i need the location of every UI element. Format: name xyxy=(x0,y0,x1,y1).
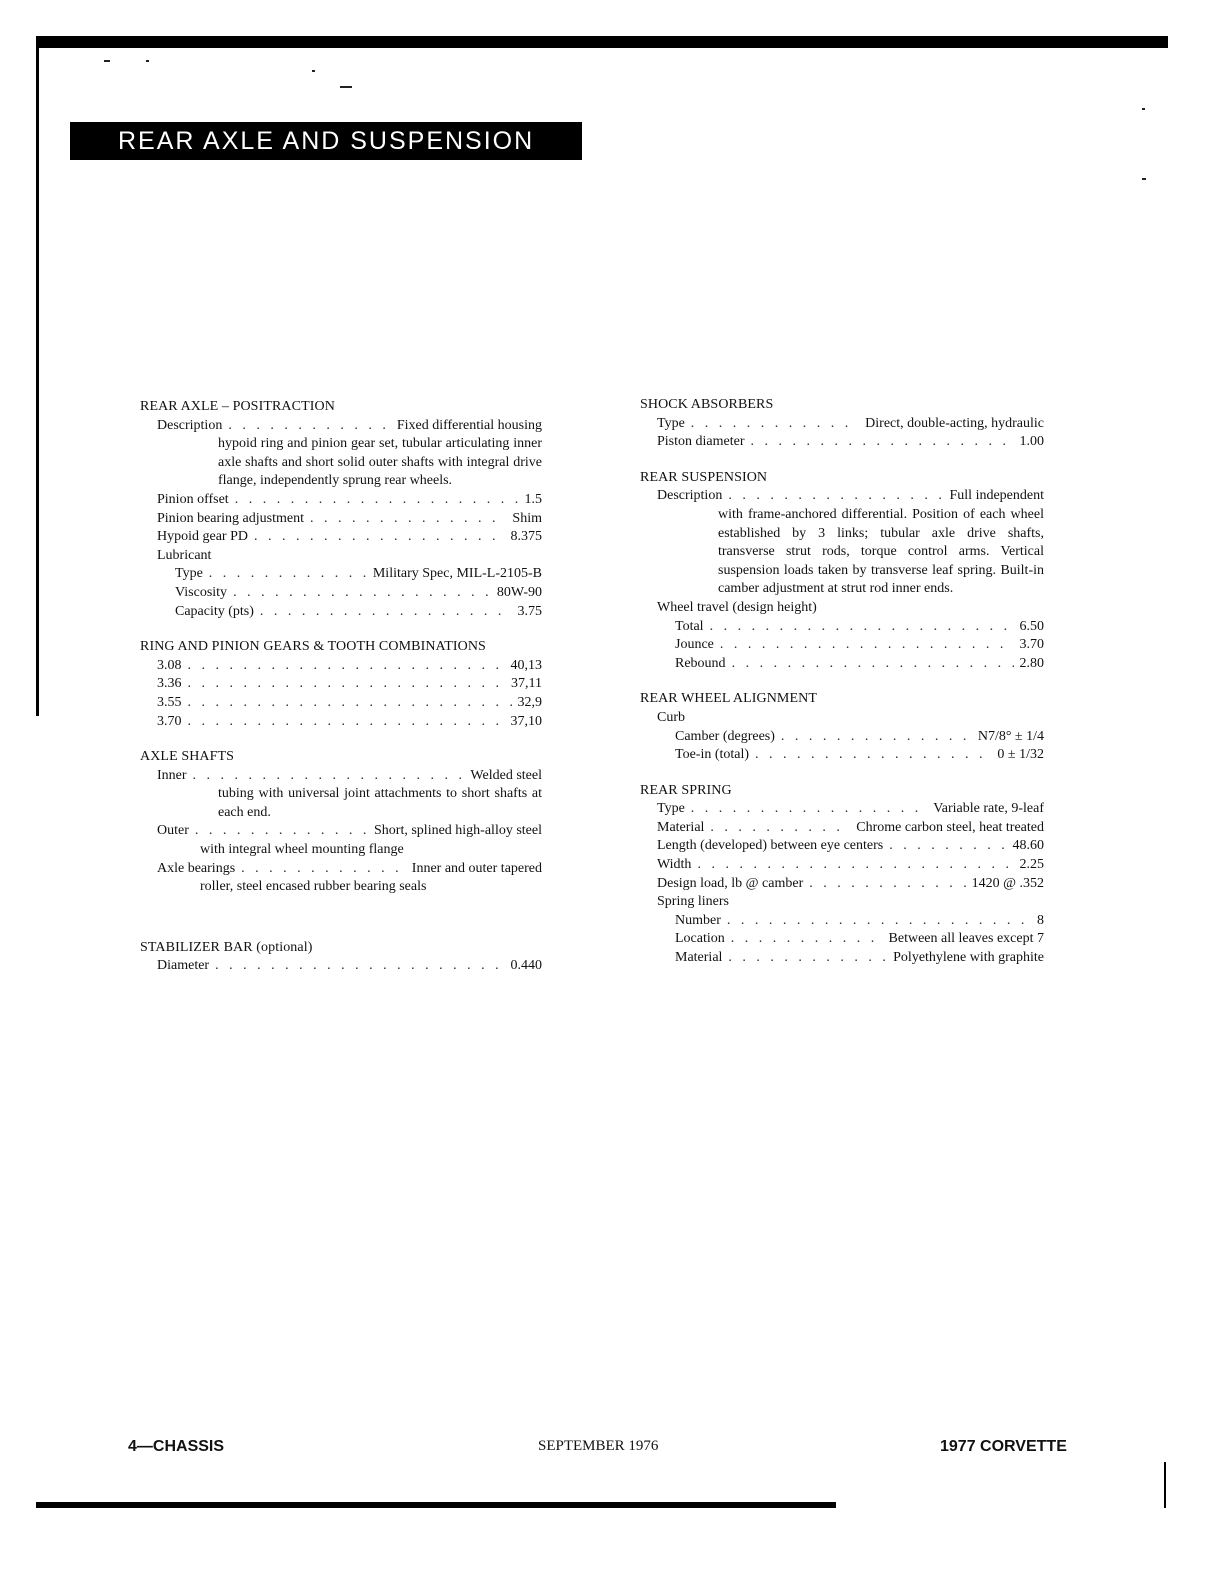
spec-value: 0 ± 1/32 xyxy=(997,747,1044,763)
spec-row xyxy=(640,487,1044,506)
leader-dots xyxy=(751,433,1014,452)
spec-label: Pinion offset xyxy=(157,491,229,507)
spec-value: 2.25 xyxy=(1019,857,1044,873)
spec-label: Capacity (pts) xyxy=(175,603,254,619)
spec-continuation: roller, steel encased rubber bearing seals xyxy=(200,879,427,895)
section-title: STABILIZER BAR (optional) xyxy=(140,939,313,955)
subsection-label: Spring liners xyxy=(657,894,729,910)
spec-label: 3.36 xyxy=(157,676,182,692)
section-title: REAR SPRING xyxy=(640,782,732,798)
spec-row xyxy=(640,636,1044,655)
spec-value: 3.70 xyxy=(1019,637,1044,653)
leader-dots xyxy=(188,713,505,732)
spec-row xyxy=(640,837,1044,856)
spec-row xyxy=(140,657,542,676)
spec-row xyxy=(640,433,1044,452)
spec-value: 1.5 xyxy=(524,491,542,507)
leader-dots xyxy=(728,949,887,968)
spec-row xyxy=(640,856,1044,875)
section-axle-shafts xyxy=(140,748,542,897)
spec-value: 80W-90 xyxy=(496,584,542,600)
leader-dots xyxy=(731,930,883,949)
spec-label: Rebound xyxy=(675,655,726,671)
spec-value: 8 xyxy=(1037,912,1044,928)
spec-row xyxy=(140,822,542,841)
section-title: RING AND PINION GEARS & TOOTH COMBINATIONS xyxy=(140,639,486,655)
spec-row xyxy=(140,510,542,529)
spec-label: Description xyxy=(657,488,723,504)
spec-continuation: tubing with universal joint attachments to short shafts at each end. xyxy=(218,786,542,820)
spec-value: 3.75 xyxy=(517,603,542,619)
spec-continuation: hypoid ring and pinion gear set, tubular articulating inner axle shafts and short solid outer shafts with integral drive flange, independently sprung rear wheels. xyxy=(218,436,542,489)
spec-value: 48.60 xyxy=(1012,838,1044,854)
spec-value: 32,9 xyxy=(517,694,542,710)
section-stabilizer xyxy=(140,939,542,976)
spec-label: Location xyxy=(675,931,725,947)
spec-label: Total xyxy=(675,618,704,634)
leader-dots xyxy=(209,565,367,584)
section-title: REAR SUSPENSION xyxy=(640,469,768,485)
spec-label: Type xyxy=(657,801,685,817)
leader-dots xyxy=(720,636,1014,655)
spec-label: Viscosity xyxy=(175,584,228,600)
spec-value: Shim xyxy=(512,510,542,526)
leader-dots xyxy=(697,856,1013,875)
spec-label: Camber (degrees) xyxy=(675,728,775,744)
spec-row xyxy=(640,875,1044,894)
spec-continuation: with frame-anchored differential. Position of each wheel established by 3 links; tubular axle drive shafts, transverse strut rods, torque control arms. Vertical suspension loads taken by transverse leaf spring. Built-in camber adjustment at strut rod inner ends. xyxy=(718,506,1044,597)
spec-row xyxy=(140,603,542,622)
leader-dots xyxy=(260,603,512,622)
leader-dots xyxy=(732,655,1014,674)
leader-dots xyxy=(215,957,504,976)
left-column xyxy=(140,398,542,993)
spec-value: 40,13 xyxy=(510,657,542,673)
spec-row xyxy=(640,912,1044,931)
footer-section-label: 4—CHASSIS xyxy=(128,1438,225,1455)
section-title: REAR WHEEL ALIGNMENT xyxy=(640,691,817,707)
spec-label: Number xyxy=(675,912,721,928)
spec-row xyxy=(640,746,1044,765)
subsection-label: Curb xyxy=(657,709,685,725)
spec-continuation: with integral wheel mounting flange xyxy=(200,842,404,858)
leader-dots xyxy=(188,675,506,694)
section-rear-spring xyxy=(640,782,1044,968)
spec-label: Inner xyxy=(157,767,187,783)
section-title: AXLE SHAFTS xyxy=(140,749,235,765)
bottom-border-rule xyxy=(36,1502,836,1508)
spec-label: Width xyxy=(657,857,692,873)
leader-dots xyxy=(889,837,1006,856)
section-shock-absorbers xyxy=(640,396,1044,452)
spec-value: Polyethylene with graphite xyxy=(893,950,1044,966)
spec-label: Material xyxy=(675,950,723,966)
spec-label: Outer xyxy=(157,823,189,839)
left-border-rule xyxy=(36,36,39,716)
spec-row xyxy=(640,930,1044,949)
spec-value: Military Spec, MIL-L-2105-B xyxy=(372,566,542,582)
subsection-label: Lubricant xyxy=(157,547,212,563)
spec-row xyxy=(640,728,1044,747)
spec-value: N7/8° ± 1/4 xyxy=(977,728,1044,744)
leader-dots xyxy=(235,491,519,510)
spec-label: Length (developed) between eye centers xyxy=(657,838,884,854)
footer-date: SEPTEMBER 1976 xyxy=(538,1438,659,1454)
leader-dots xyxy=(809,875,965,894)
subsection-label: Wheel travel (design height) xyxy=(657,599,817,615)
spec-row xyxy=(140,860,542,879)
spec-value: Variable rate, 9-leaf xyxy=(933,801,1044,817)
section-rear-suspension xyxy=(640,469,1044,674)
leader-dots xyxy=(254,528,505,547)
section-title: REAR AXLE – POSITRACTION xyxy=(140,399,335,414)
spec-row xyxy=(140,565,542,584)
leader-dots xyxy=(691,415,859,434)
leader-dots xyxy=(193,767,465,786)
spec-value: 37,10 xyxy=(510,713,542,729)
spec-value: 6.50 xyxy=(1019,618,1044,634)
leader-dots xyxy=(195,822,368,841)
spec-value: 1420 @ .352 xyxy=(971,875,1044,891)
leader-dots xyxy=(241,860,406,879)
spec-label: Jounce xyxy=(675,637,714,653)
leader-dots xyxy=(710,618,1014,637)
spec-value: 2.80 xyxy=(1019,655,1044,671)
spec-label: Design load, lb @ camber xyxy=(657,875,804,891)
leader-dots xyxy=(755,746,991,765)
footer-model: 1977 CORVETTE xyxy=(940,1438,1067,1455)
spec-label: Axle bearings xyxy=(157,860,236,876)
leader-dots xyxy=(310,510,506,529)
leader-dots xyxy=(188,694,512,713)
spec-label: Pinion bearing adjustment xyxy=(157,510,304,526)
spec-row xyxy=(140,528,542,547)
right-column xyxy=(640,396,1044,985)
spec-row xyxy=(140,694,542,713)
spec-label: Material xyxy=(657,819,705,835)
leader-dots xyxy=(781,728,972,747)
spec-row xyxy=(140,713,542,732)
spec-row xyxy=(140,957,542,976)
spec-row xyxy=(140,767,542,786)
spec-row xyxy=(140,491,542,510)
spec-row xyxy=(640,949,1044,968)
spec-row xyxy=(640,415,1044,434)
spec-row xyxy=(140,675,542,694)
spec-value: Welded steel xyxy=(470,767,542,783)
spec-label: Toe-in (total) xyxy=(675,747,750,763)
spec-label: Hypoid gear PD xyxy=(157,529,248,545)
spec-label: 3.08 xyxy=(157,657,182,673)
spec-row xyxy=(140,584,542,603)
leader-dots xyxy=(728,487,943,506)
spec-label: Piston diameter xyxy=(657,434,745,450)
spec-value: 8.375 xyxy=(510,529,542,545)
spec-row xyxy=(140,417,542,436)
spec-label: Diameter xyxy=(157,958,210,974)
leader-dots xyxy=(710,819,850,838)
spec-label: 3.70 xyxy=(157,713,182,729)
spec-value: Inner and outer tapered xyxy=(411,860,542,876)
leader-dots xyxy=(228,417,391,436)
spec-value: Chrome carbon steel, heat treated xyxy=(856,819,1044,835)
spec-value: Direct, double-acting, hydraulic xyxy=(865,415,1044,431)
section-rear-wheel-alignment xyxy=(640,690,1044,764)
section-title: SHOCK ABSORBERS xyxy=(640,397,774,412)
spec-label: Type xyxy=(175,566,203,582)
spec-value: Full independent xyxy=(949,488,1044,504)
section-rear-axle xyxy=(140,398,542,621)
leader-dots xyxy=(691,800,927,819)
section-ring-pinion xyxy=(140,638,542,731)
spec-value: Between all leaves except 7 xyxy=(888,931,1044,947)
spec-label: Type xyxy=(657,415,685,431)
spec-label: Description xyxy=(157,417,223,433)
spec-row xyxy=(640,655,1044,674)
top-border-rule xyxy=(36,36,1168,48)
spec-label: 3.55 xyxy=(157,694,182,710)
leader-dots xyxy=(188,657,505,676)
page-title: REAR AXLE AND SUSPENSION xyxy=(70,122,582,160)
spec-row xyxy=(640,618,1044,637)
spec-value: 1.00 xyxy=(1019,434,1044,450)
spec-value: Fixed differential housing xyxy=(396,417,542,433)
spec-value: 0.440 xyxy=(510,958,542,974)
leader-dots xyxy=(233,584,491,603)
spec-value: 37,11 xyxy=(511,676,542,692)
spec-value: Short, splined high-alloy steel xyxy=(374,823,542,839)
spec-row xyxy=(640,800,1044,819)
leader-dots xyxy=(727,912,1031,931)
right-edge-mark xyxy=(1164,1462,1166,1508)
spec-row xyxy=(640,819,1044,838)
